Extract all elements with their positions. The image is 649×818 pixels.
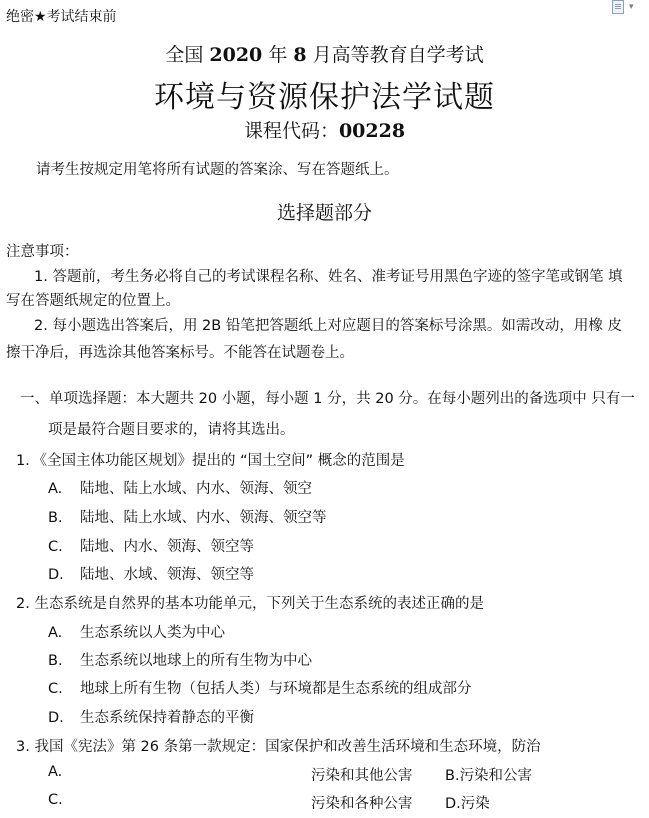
question-3-stem: 3. 我国《宪法》第 26 条第一款规定：国家保护和改善生活环境和生态环境，防治 — [16, 739, 541, 755]
question-1-stem: 1．《全国主体功能区规划》提出的 “国土空间” 概念的范围是 — [16, 453, 405, 469]
part1-heading-cont: 项是最符合题目要求的，请将其选出。 — [48, 422, 295, 438]
question-2-option-d: D. 生态系统保持着静态的平衡 — [48, 710, 254, 726]
question-3-option-d: D.污染 — [445, 796, 490, 812]
document-icon — [612, 0, 624, 14]
answer-instruction: 请考生按规定用笔将所有试题的答案涂、写在答题纸上。 — [36, 162, 399, 178]
exam-session-line: 全国 2020 年 8 月高等教育自学考试 — [165, 44, 484, 66]
question-3-option-b: B.污染和公害 — [445, 768, 533, 784]
question-3-option-a-letter: A. — [48, 764, 63, 780]
section-title: 选择题部分 — [276, 202, 372, 224]
question-2-option-a: A. 生态系统以人类为中心 — [48, 625, 225, 641]
note-item-2-cont: 擦干净后，再选涂其他答案标号。不能答在试题卷上。 — [6, 345, 354, 361]
document-menu[interactable] — [604, 0, 644, 14]
exam-title: 环境与资源保护法学试题 — [154, 80, 495, 115]
question-1-option-d: D. 陆地、水域、领海、领空等 — [48, 567, 254, 583]
question-2-option-b: B. 生态系统以地球上的所有生物为中心 — [48, 653, 312, 669]
question-1-option-a: A. 陆地、陆上水域、内水、领海、领空 — [48, 481, 312, 497]
part1-heading: 一、单项选择题：本大题共 20 小题，每小题 1 分，共 20 分。在每小题列出的备选项中 只有一 — [20, 391, 635, 407]
question-1-option-c: C. 陆地、内水、领海、领空等 — [48, 539, 254, 555]
question-2-option-c: C. 地球上所有生物（包括人类）与环境都是生态系统的组成部分 — [48, 681, 472, 697]
question-2-stem: 2. 生态系统是自然界的基本功能单元，下列关于生态系统的表述正确的是 — [16, 596, 484, 612]
note-item-1-cont: 写在答题纸规定的位置上。 — [6, 293, 180, 309]
question-1-option-b: B. 陆地、陆上水域、内水、领海、领空等 — [48, 510, 327, 526]
note-item-2: 2. 每小题选出答案后，用 2B 铅笔把答题纸上对应题目的答案标号涂黑。如需改动，用橡 皮 — [34, 318, 622, 334]
confidential-label: 绝密★考试结束前 — [6, 9, 117, 25]
question-3-option-c-letter: C. — [48, 792, 63, 808]
chevron-down-icon: ▾ — [629, 2, 634, 12]
question-3-option-a: 污染和其他公害 — [311, 768, 413, 784]
note-item-1: 1. 答题前，考生务必将自己的考试课程名称、姓名、准考证号用黑色字迹的签字笔或钢笔 填 — [34, 269, 623, 285]
question-3-option-c: 污染和各种公害 — [311, 796, 413, 812]
course-code: 课程代码：00228 — [243, 120, 406, 142]
notes-heading: 注意事项： — [6, 244, 79, 260]
